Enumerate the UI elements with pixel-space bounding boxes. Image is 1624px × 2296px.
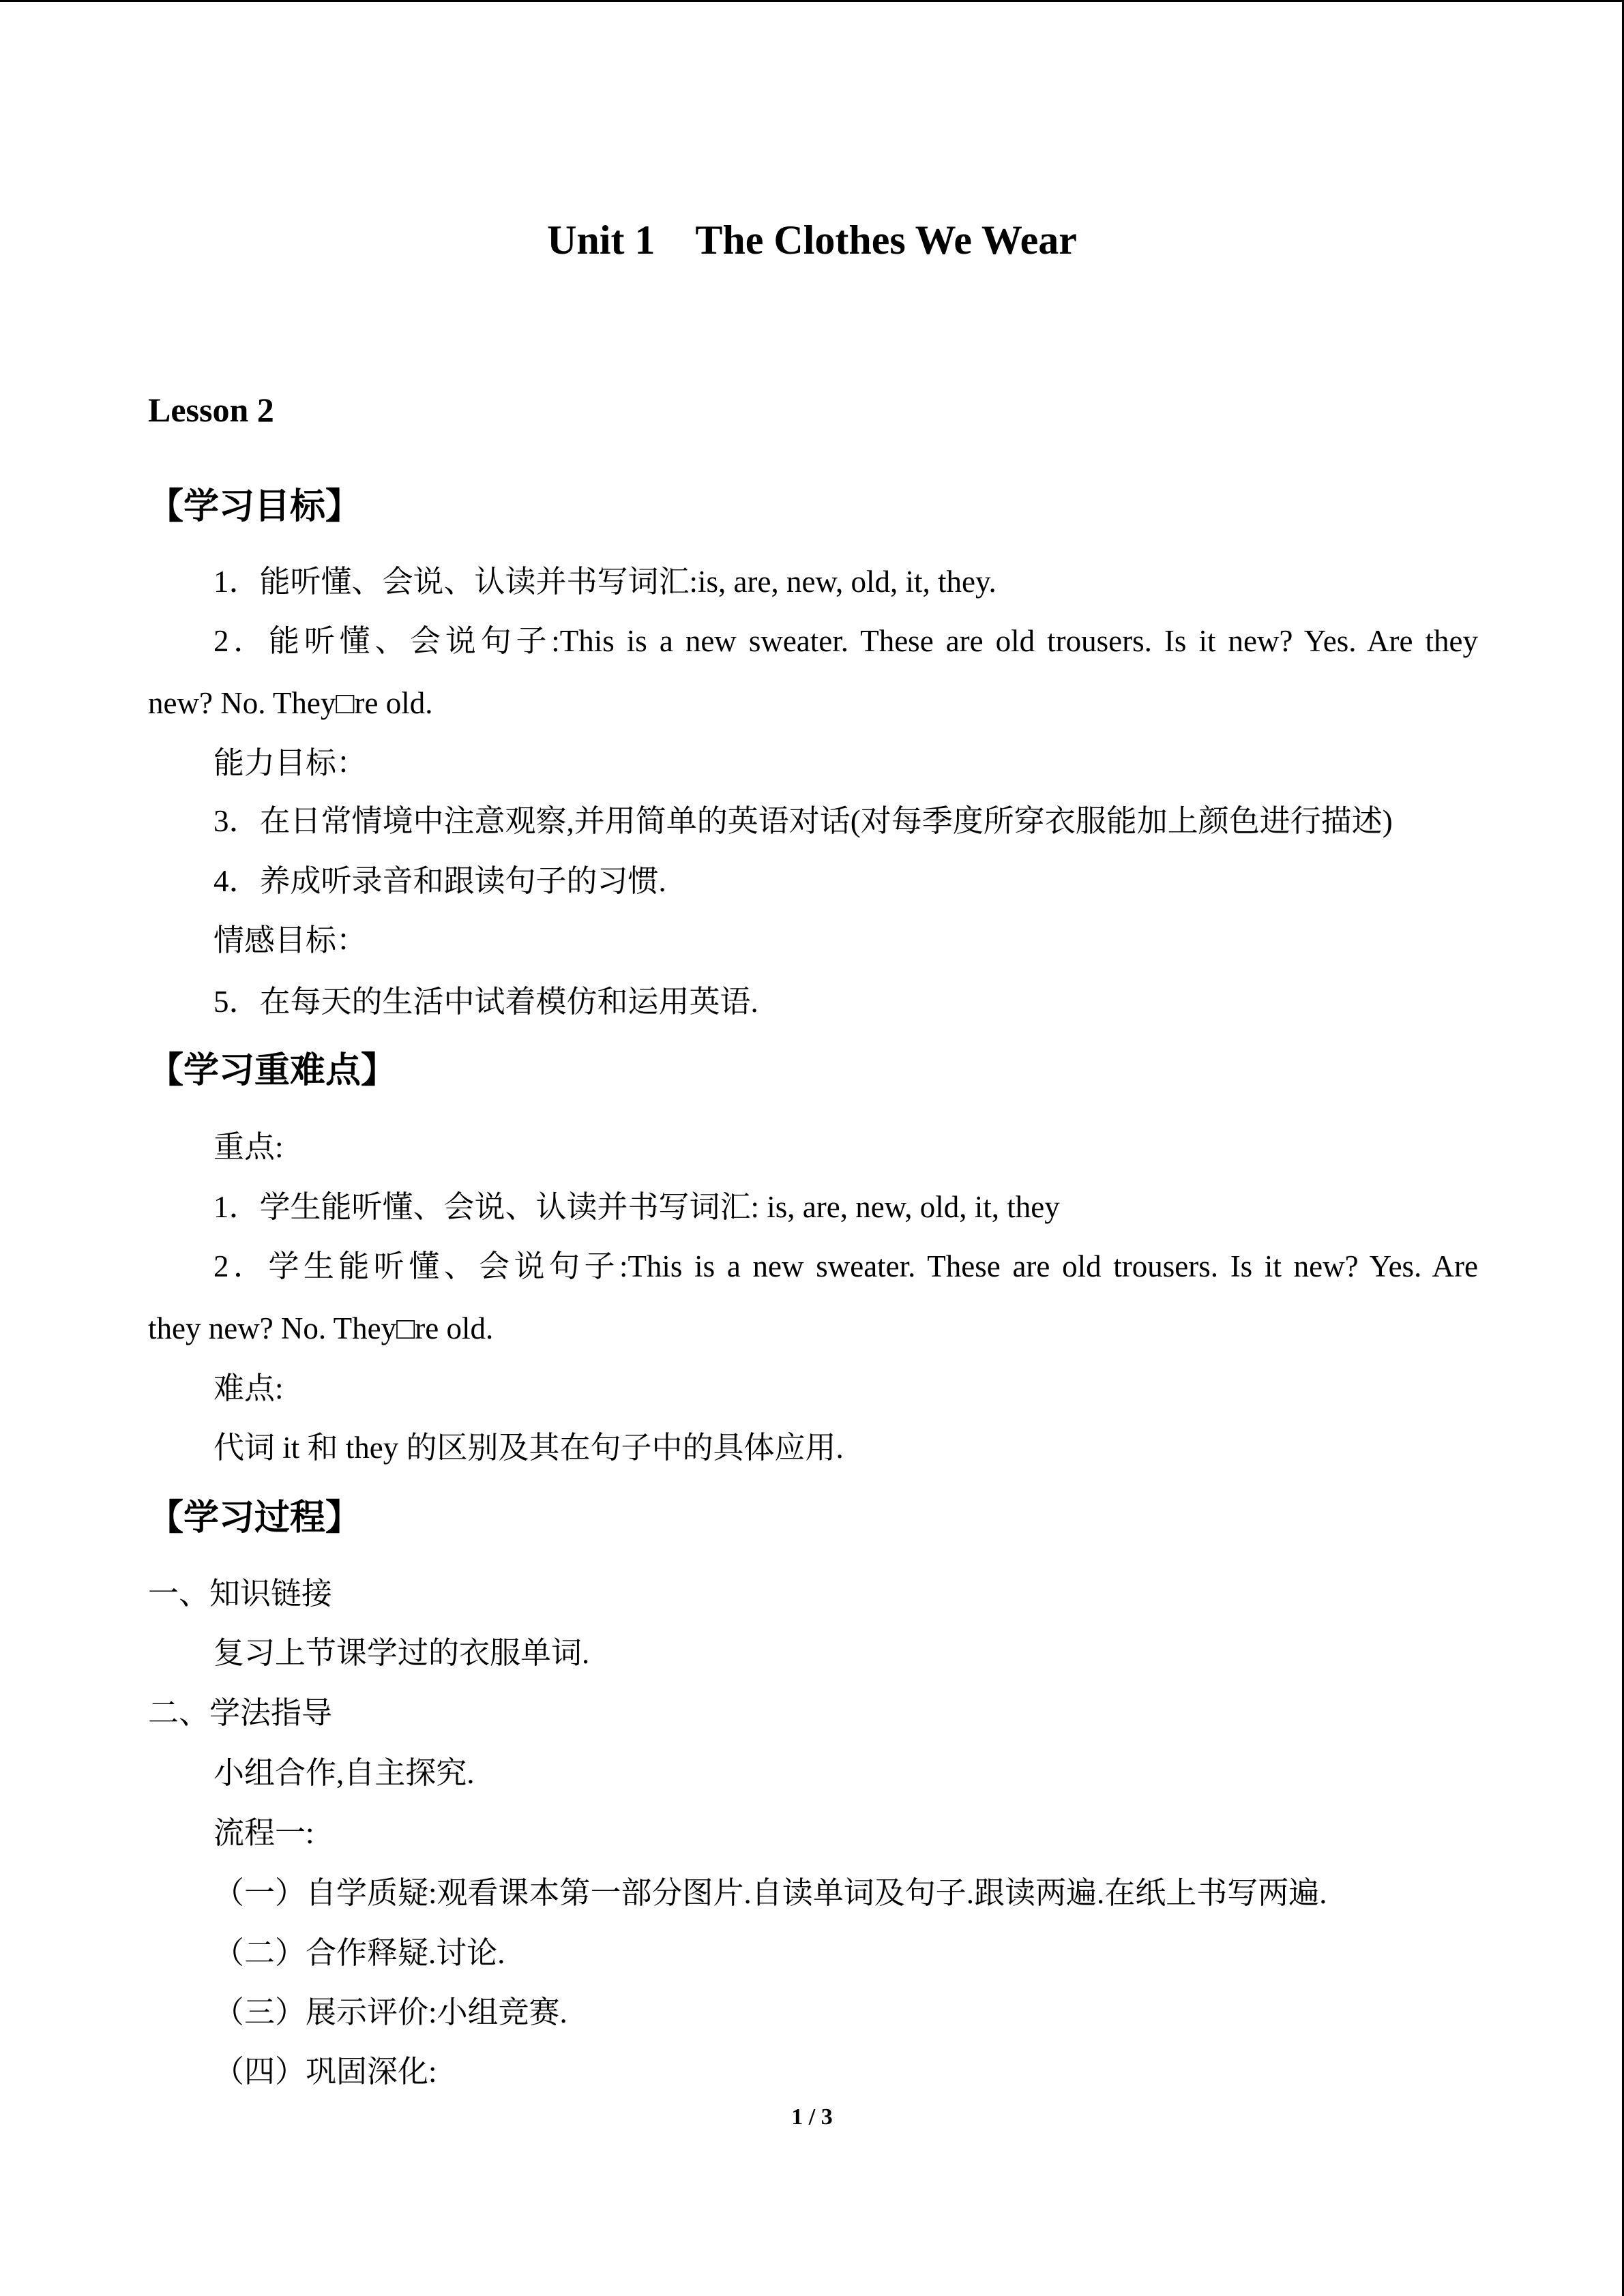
process-part-2-text: 小组合作,自主探究. [213, 1756, 475, 1790]
goal-item-1: 1．能听懂、会说、认读并书写词汇:is, are, new, old, it, they. [213, 565, 996, 599]
ability-goals-label: 能力目标： [213, 746, 368, 780]
focus-item-2-continued: they new? No. They□re old. [148, 1311, 494, 1345]
goal-item-2: 2．能听懂、会说句子:This is a new sweater. These are old trousers. Is it new? Yes. Are they [213, 624, 1478, 658]
difficulty-text: 代词 it 和 they 的区别及其在句子中的具体应用. [213, 1431, 844, 1465]
goal-item-5: 5．在每天的生活中试着模仿和运用英语. [213, 985, 758, 1019]
focus-item-2: 2．学生能听懂、会说句子:This is a new sweater. These are old trousers. Is it new? Yes. Are [213, 1249, 1478, 1283]
process-part-1-heading: 一、知识链接 [148, 1577, 333, 1611]
page-number: 1 / 3 [791, 2104, 833, 2130]
emotion-goals-label: 情感目标： [213, 923, 368, 957]
lesson-heading: Lesson 2 [148, 391, 274, 429]
process-part-1-text: 复习上节课学过的衣服单词. [213, 1636, 590, 1670]
goal-item-3: 3．在日常情境中注意观察,并用简单的英语对话(对每季度所穿衣服能加上颜色进行描述) [213, 804, 1393, 838]
focus-item-1: 1．学生能听懂、会说、认读并书写词汇: is, are, new, old, it, they [213, 1190, 1060, 1224]
document-title: Unit 1 The Clothes We Wear [547, 218, 1077, 263]
process-step-2: （二）合作释疑.讨论. [213, 1936, 505, 1970]
difficulty-label: 难点: [213, 1371, 284, 1405]
section-heading-goals: 【学习目标】 [148, 486, 361, 527]
process-part-2-heading: 二、学法指导 [148, 1696, 333, 1730]
focus-label: 重点: [213, 1130, 284, 1164]
section-heading-key-points: 【学习重难点】 [148, 1050, 397, 1091]
process-step-1: （一）自学质疑:观看课本第一部分图片.自读单词及句子.跟读两遍.在纸上书写两遍. [213, 1876, 1327, 1910]
flow-label: 流程一: [213, 1816, 314, 1850]
process-step-4: （四）巩固深化: [213, 2055, 437, 2089]
goal-item-4: 4．养成听录音和跟读句子的习惯. [213, 864, 666, 898]
section-heading-process: 【学习过程】 [148, 1497, 361, 1538]
process-step-3: （三）展示评价:小组竞赛. [213, 1995, 567, 2029]
goal-item-2-continued: new? No. They□re old. [148, 686, 433, 720]
